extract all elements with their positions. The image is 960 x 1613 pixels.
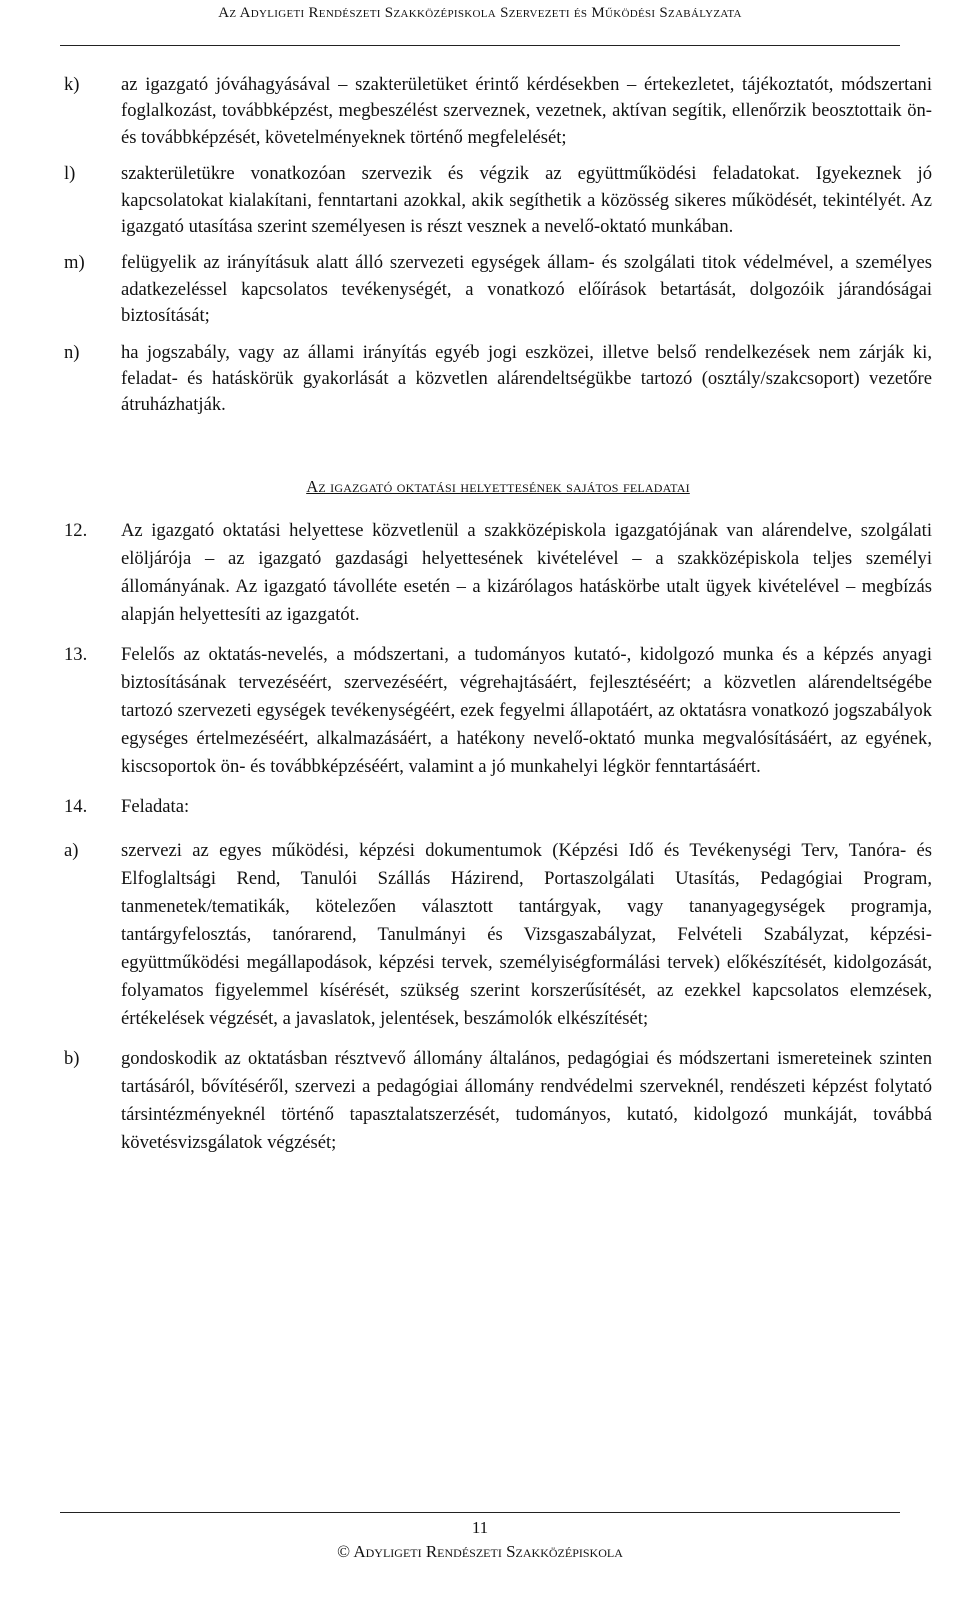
item-text: Felelős az oktatás-nevelés, a módszertani, a tudományos kutató-, kidolgozó munka és a képzés anyagi biztosításának tervezéséért, szervezéséért, végrehajtásáért, fejlesztéséért; a közvetlen alárendeltségébe tartozó szervezeti egységek tevékenységéért, ezek fegyelmi állapotáért, az oktatásra vonatkozó jogszabályok egységes értelmezéséért, alkalmazásáért, a hatékony nevelő-oktató munka megvalósításáért, az egyének, kiscsoportok ön- és továbbképzéséért, valamint a jó munkahelyi légkör fenntartásáért. (121, 643, 932, 777)
list-item-b (64, 1045, 932, 1157)
list-item-l (64, 161, 932, 240)
item-text: szakterületükre vonatkozóan szervezik és végzik az együttműködési feladatokat. Igyekeznek jó kapcsolatokat kialakítani, fenntartani azokkal, akik segíthetik a közösség sikeres működését, tekintélyét. Az igazgató utasítása szerint személyesen is részt vesznek a nevelő-oktató munkában. (121, 163, 932, 238)
page-number: 11 (471, 1518, 489, 1537)
footer-divider (60, 1512, 900, 1513)
page-content (64, 72, 932, 1157)
item-text: szervezi az egyes működési, képzési dokumentumok (Képzési Idő és Tevékenységi Terv, Tanóra- és Elfoglaltsági Rend, Tanulói Szállás Házirend, Portaszolgálati Utasítás, Pedagógiai Program, tanmenetek/tematikák, kötelezően választott tantárgyak, vagy tananyagegységek programja, tantárgyfelosztás, tanórarend, Tanulmányi és Vizsgaszabályzat, Felvételi Szabályzat, képzési-együttműködési megállapodások, képzési tervek, személyiségformálási tervek) előkészítését, kidolgozását, folyamatos figyelemmel kísérését, szükség szerint korszerűsítését, az ezekkel kapcsolatos elemzések, értékelések végzését, a javaslatok, jelentések, beszámolók elkészítését; (121, 839, 932, 1029)
item-label: l) (64, 163, 76, 185)
item-text: gondoskodik az oktatásban résztvevő állomány általános, pedagógiai és módszertani ismereteinek szinten tartásáról, bővítéséről, szervezi a pedagógiai állomány rendvédelmi szerveknél, rendészeti képzést folytató társintézményeknél történő tapasztalatszerzését, tudományos, kutató, kidolgozó munkáját, továbbá követésvizsgálatok végzését; (121, 1047, 932, 1153)
item-number: 14. (64, 795, 88, 817)
list-item-n (64, 340, 932, 419)
numbered-list (64, 517, 932, 821)
item-text: Feladata: (121, 795, 190, 817)
item-label: a) (64, 839, 79, 861)
item-label: k) (64, 74, 80, 95)
item-label: m) (64, 252, 85, 274)
item-text: felügyelik az irányításuk alatt álló szervezeti egységek állam- és szolgálati titok védelmével, a személyes adatkezeléssel kapcsolatos tevékenységét, a vonatkozó előírások betartását, dolgozóik járandóságai biztosítását; (121, 252, 932, 327)
item-text: az igazgató jóváhagyásával – szakterületüket érintő kérdésekben – értekezletet, tájékoztatót, módszertani foglalkozást, továbbképzést, megbeszélést szerveznek, vezetnek, aktívan segítik, ellenőrzik beosztottaik ön- és továbbképzését, követelményeknek történő megfelelését; (121, 74, 932, 148)
item-label: b) (64, 1047, 80, 1069)
item-number: 13. (64, 643, 88, 665)
section-heading: Az igazgató oktatási helyettesének sajátos feladatai (306, 476, 690, 496)
numbered-item-13 (64, 641, 932, 781)
item-number: 12. (64, 519, 88, 541)
list-item-m (64, 250, 932, 329)
item-label: n) (64, 341, 80, 363)
item-text: ha jogszabály, vagy az állami irányítás egyéb jogi eszközei, illetve belső rendelkezések nem zárják ki, feladat- és hatáskörük gyakorlását a közvetlen alárendeltségükbe tartozó (osztály/szakcsoport) vezetőre átruházhatják. (121, 341, 932, 416)
item-text: Az igazgató oktatási helyettese közvetlenül a szakközépiskola igazgatójának van alárendelve, szolgálati elöljárója – az igazgató gazdasági helyettesének kivételével – a szakközépiskola teljes személyi állományának. Az igazgató távolléte esetén – a kizárólagos hatáskörbe utalt ügyek kivételével – megbízás alapján helyettesíti az igazgatót. (121, 519, 932, 625)
list-prev (64, 72, 932, 419)
list-item-k (64, 72, 932, 151)
list-item-a (64, 837, 932, 1033)
footer-copyright: © Adyligeti Rendészeti Szakközépiskola (337, 1542, 623, 1561)
numbered-item-14 (64, 793, 932, 821)
numbered-item-12 (64, 517, 932, 629)
running-header: Az Adyligeti Rendészeti Szakközépiskola Szervezeti és Működési Szabályzata (60, 0, 900, 46)
list-14 (64, 837, 932, 1157)
